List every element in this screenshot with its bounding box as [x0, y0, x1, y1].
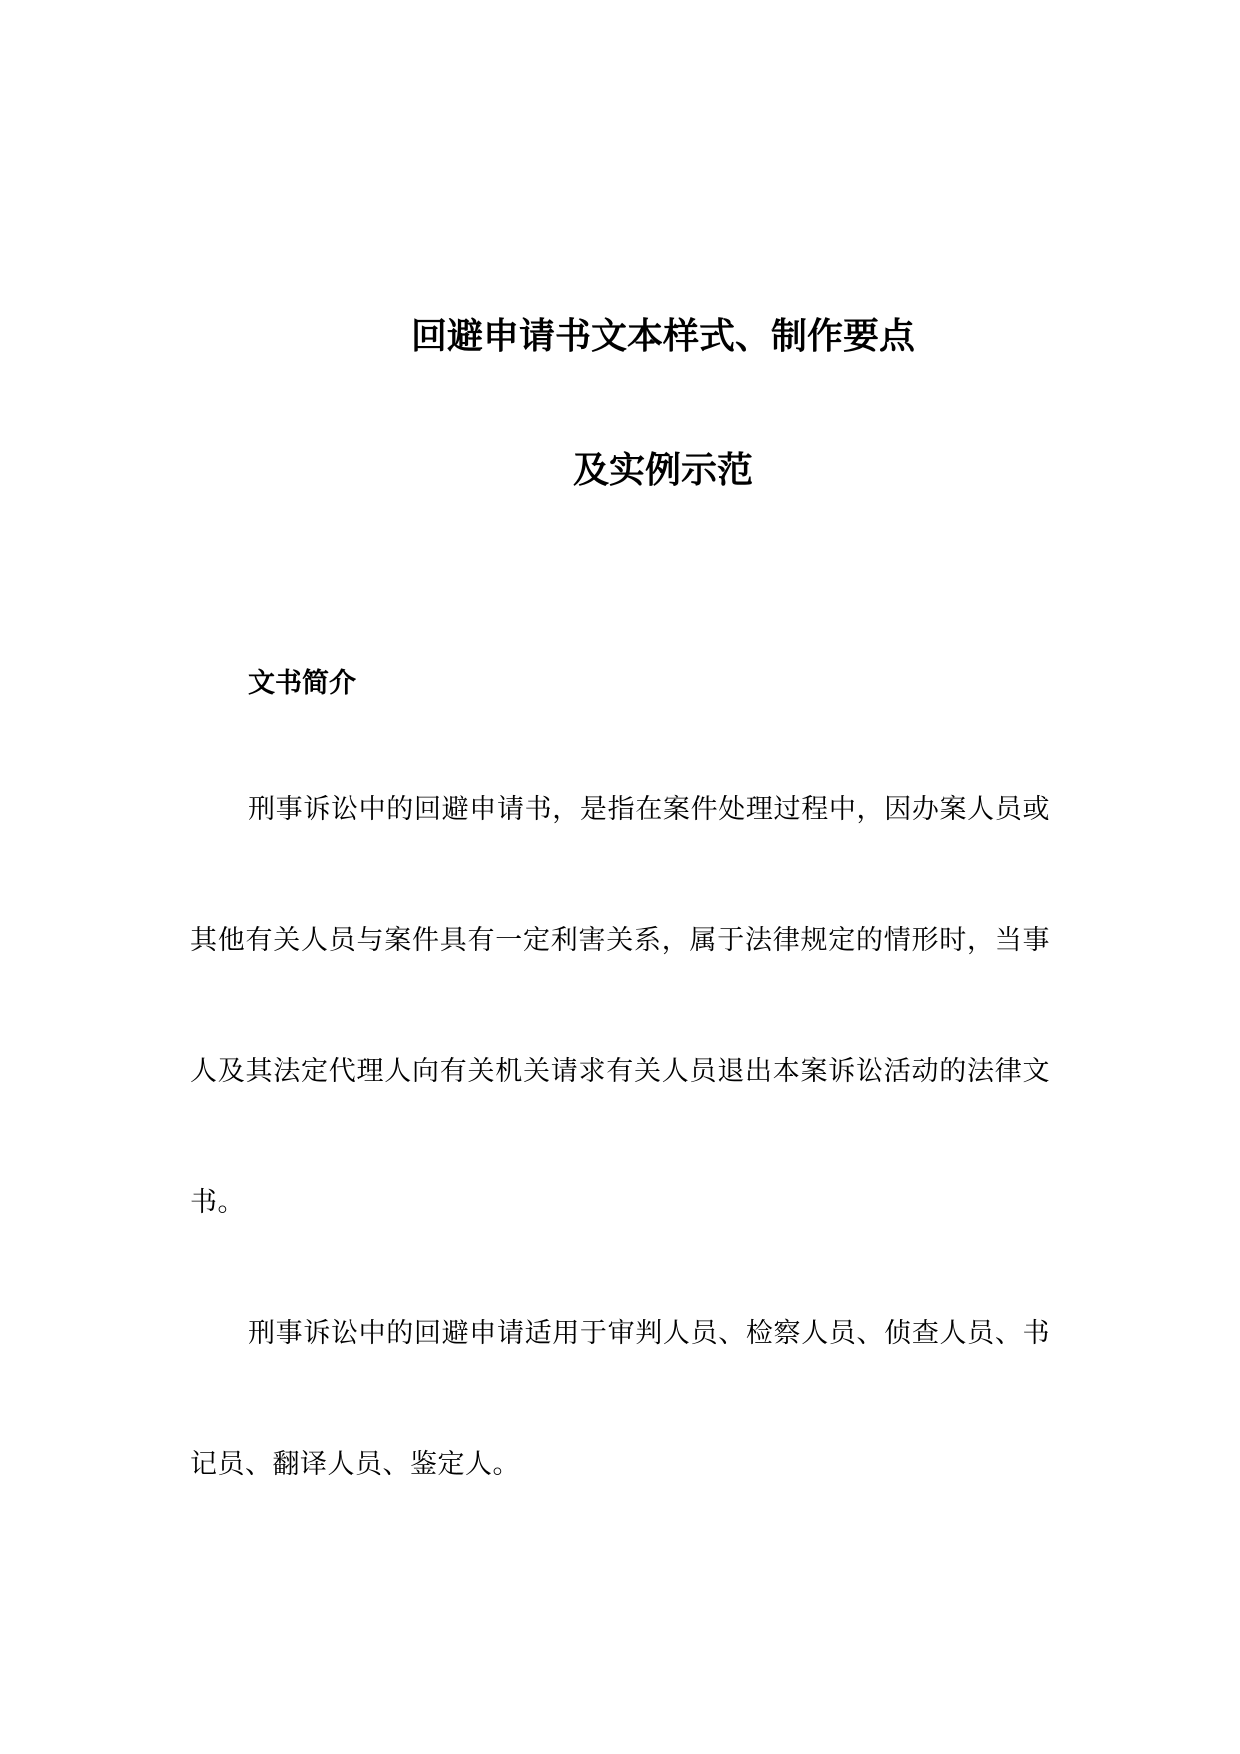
section-heading: 文书简介 — [248, 668, 356, 699]
document-title-line-2: 及实例示范 — [572, 450, 753, 491]
paragraph-scope: 刑事诉讼中的回避申请适用于审判人员、检察人员、侦查人员、书记员、翻译人员、鉴定人。 — [190, 1318, 1050, 1480]
document-title-line-1: 回避申请书文本样式、制作要点 — [410, 316, 915, 357]
paragraph-intro: 刑事诉讼中的回避申请书，是指在案件处理过程中，因办案人员或其他有关人员与案件具有一定利害关系，属于法律规定的情形时，当事人及其法定代理人向有关机关请求有关人员退出本案诉讼活动的法律文书。 — [190, 794, 1050, 1218]
